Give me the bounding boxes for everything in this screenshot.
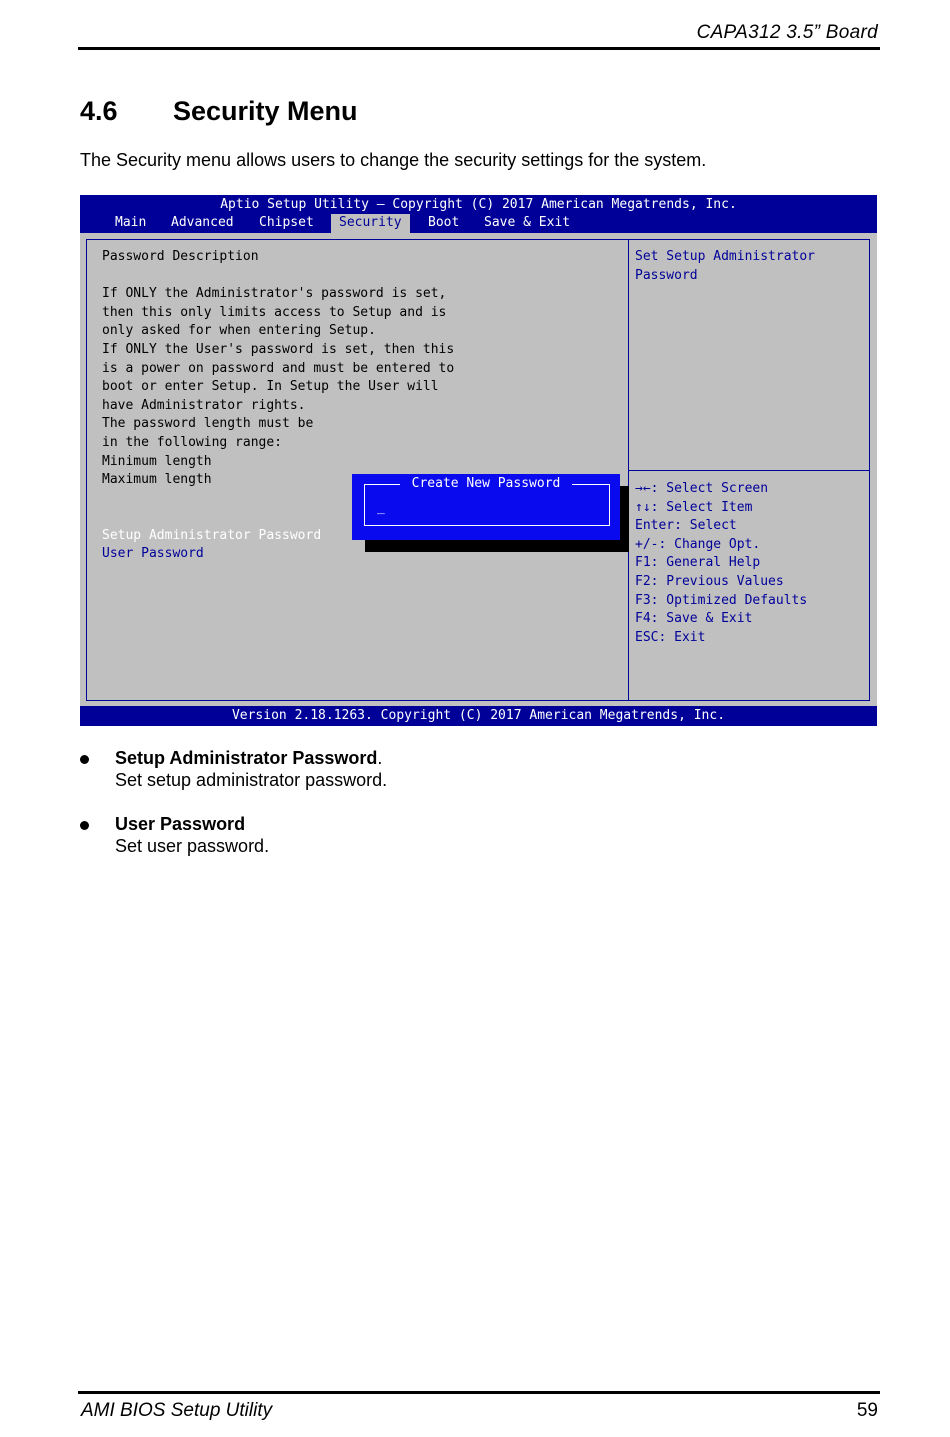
help-divider xyxy=(629,470,869,471)
bullet-title-suffix: . xyxy=(377,748,383,768)
bullet-dot-icon xyxy=(80,821,89,830)
tab-advanced[interactable]: Advanced xyxy=(171,215,234,230)
password-description: Password Description If ONLY the Administrator's password is set, then this only limits access to Setup and is only asked for when entering Setup. If ONLY the User's password is set, then this is a power on password and must be entered to boot or enter Setup. In Setup the User will have Administrator rights. The password length must be in the following range: Minimum length Maximum length xyxy=(102,249,455,488)
bios-topbar xyxy=(80,195,877,233)
bullet-title: User Password xyxy=(115,814,246,834)
bios-tabs xyxy=(80,214,877,233)
dialog-title: Create New Password xyxy=(400,476,573,491)
bullet-description: Set setup administrator password. xyxy=(115,770,388,790)
tab-chipset[interactable]: Chipset xyxy=(259,215,314,230)
bullet-title-wrap xyxy=(115,748,382,769)
bios-title: Aptio Setup Utility – Copyright (C) 2017 American Megatrends, Inc. xyxy=(220,197,737,212)
section-number: 4.6 xyxy=(80,96,118,126)
header-rule xyxy=(78,47,880,50)
dialog-title-wrap xyxy=(352,476,620,491)
bullet-dot-icon xyxy=(80,755,89,764)
page-number: 59 xyxy=(856,1400,878,1421)
password-cursor[interactable]: _ xyxy=(377,500,385,515)
tab-main[interactable]: Main xyxy=(115,215,147,230)
bios-footer: Version 2.18.1263. Copyright (C) 2017 American Megatrends, Inc. xyxy=(80,706,877,726)
bios-screenshot xyxy=(80,195,877,726)
footer-rule xyxy=(78,1391,880,1394)
help-text: Set Setup Administrator Password xyxy=(635,249,816,283)
setup-admin-password-item[interactable]: Setup Administrator Password xyxy=(102,528,322,543)
intro-paragraph: The Security menu allows users to change the security settings for the system. xyxy=(80,150,707,170)
tab-save-exit[interactable]: Save & Exit xyxy=(484,215,571,230)
bullet-title: Setup Administrator Password xyxy=(115,748,378,768)
tab-security[interactable]: Security xyxy=(331,214,410,233)
tab-boot[interactable]: Boot xyxy=(428,215,460,230)
bullet-description: Set user password. xyxy=(115,836,270,856)
bios-main-frame xyxy=(86,239,870,701)
running-footer: AMI BIOS Setup Utility xyxy=(81,1400,273,1421)
section-heading xyxy=(80,96,358,127)
user-password-item[interactable]: User Password xyxy=(102,546,204,561)
running-header: CAPA312 3.5” Board xyxy=(696,22,878,43)
section-title: Security Menu xyxy=(173,96,358,126)
create-password-dialog xyxy=(352,474,620,540)
key-legend: →←: Select Screen ↑↓: Select Item Enter: Select +/-: Change Opt. F1: General Help F2: Previous Values F3: Optimized Defaults F4: Save & Exit ESC: Exit xyxy=(635,481,808,645)
